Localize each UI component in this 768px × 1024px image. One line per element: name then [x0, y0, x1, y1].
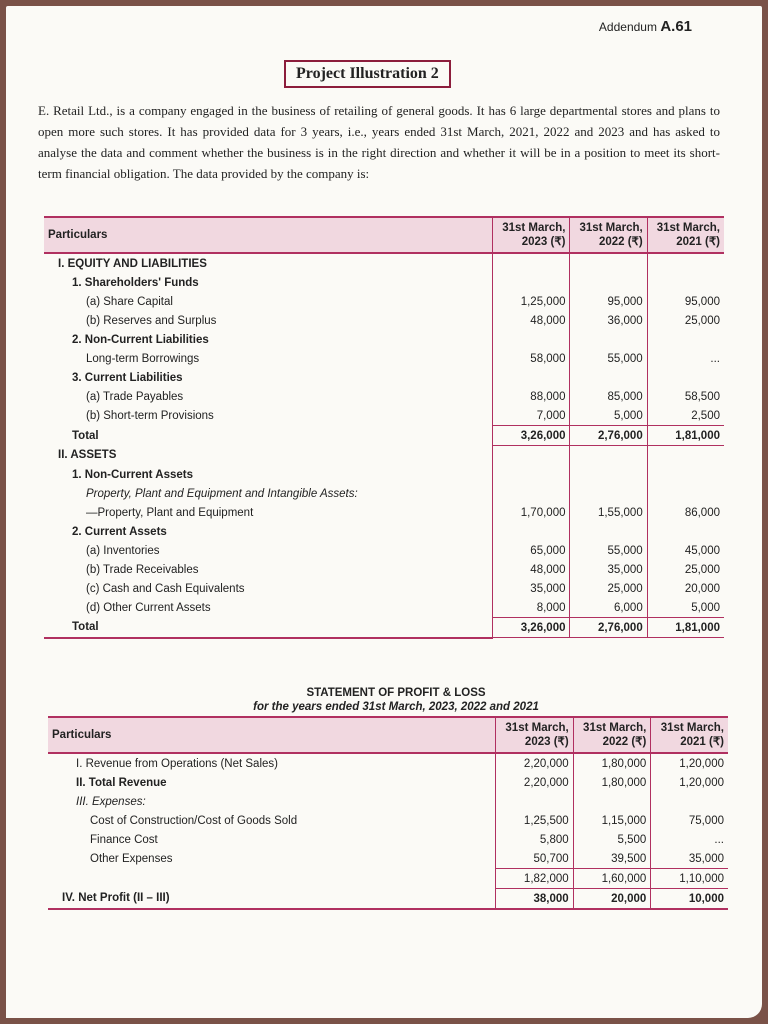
table-row [44, 406, 724, 426]
cell [570, 253, 647, 273]
table-row [44, 541, 724, 560]
row-label: I. EQUITY AND LIABILITIES [58, 257, 207, 270]
cell: 2,500 [647, 406, 724, 426]
cell [496, 792, 574, 811]
cell [570, 368, 647, 387]
table-row [44, 292, 724, 311]
cell: 1,80,000 [573, 773, 651, 792]
cell: 58,500 [647, 387, 724, 406]
table-row [44, 311, 724, 330]
cell [647, 484, 724, 503]
table-row [48, 849, 728, 869]
row-label: (a) Trade Payables [86, 390, 184, 403]
table-row [44, 579, 724, 598]
row-label: Long-term Borrowings [86, 352, 200, 365]
year-header: 31st March, 2022 (₹) [570, 217, 647, 253]
balance-sheet-table [44, 216, 724, 639]
cell: 10,000 [651, 889, 728, 910]
cell: 8,000 [493, 598, 570, 618]
row-label: III. Expenses: [76, 795, 146, 808]
cell: 39,500 [573, 849, 651, 869]
row-label: (d) Other Current Assets [86, 601, 211, 614]
row-label: Finance Cost [90, 833, 158, 846]
cell: 45,000 [647, 541, 724, 560]
cell: 7,000 [493, 406, 570, 426]
cell: 36,000 [570, 311, 647, 330]
row-label: Other Expenses [90, 852, 173, 865]
cell [493, 273, 570, 292]
row-label: (b) Trade Receivables [86, 563, 199, 576]
cell: 5,000 [570, 406, 647, 426]
cell: 1,81,000 [647, 618, 724, 638]
cell [573, 792, 651, 811]
row-label: II. Total Revenue [76, 776, 167, 789]
table-row [48, 830, 728, 849]
total-row [44, 618, 724, 638]
row-label: Property, Plant and Equipment and Intangible Assets: [86, 487, 358, 500]
table-header-row [44, 217, 724, 253]
cell: 2,76,000 [570, 618, 647, 638]
row-label: 2. Non-Current Liabilities [72, 333, 209, 346]
row-label: Total [72, 429, 99, 442]
cell [647, 253, 724, 273]
table-row [44, 560, 724, 579]
year-header: 31st March, 2021 (₹) [651, 717, 728, 753]
cell: 5,500 [573, 830, 651, 849]
cell: 48,000 [493, 311, 570, 330]
table-row [44, 598, 724, 618]
row-label: II. ASSETS [58, 449, 117, 462]
cell [493, 368, 570, 387]
table-row [44, 273, 724, 292]
cell: 48,000 [493, 560, 570, 579]
cell [647, 330, 724, 349]
cell: 2,20,000 [496, 773, 574, 792]
row-label: 1. Shareholders' Funds [72, 276, 199, 289]
cell: 20,000 [647, 579, 724, 598]
row-label: 3. Current Liabilities [72, 371, 183, 384]
page-header [599, 18, 692, 35]
cell: 3,26,000 [493, 426, 570, 446]
row-label: Cost of Construction/Cost of Goods Sold [90, 814, 298, 827]
cell: 86,000 [647, 503, 724, 522]
particulars-header: Particulars [48, 717, 496, 753]
cell [493, 446, 570, 466]
profit-loss-table [48, 716, 728, 910]
cell: ... [647, 349, 724, 368]
cell [570, 330, 647, 349]
statement-title: STATEMENT OF PROFIT & LOSS [306, 687, 486, 699]
cell: 95,000 [647, 292, 724, 311]
table-row [44, 253, 724, 273]
cell: 38,000 [496, 889, 574, 910]
cell: 1,81,000 [647, 426, 724, 446]
table-row [44, 349, 724, 368]
total-row [44, 426, 724, 446]
cell: 1,20,000 [651, 773, 728, 792]
cell [493, 330, 570, 349]
row-label: IV. Net Profit (II – III) [48, 889, 496, 910]
cell: ... [651, 830, 728, 849]
row-label: 2. Current Assets [72, 525, 167, 538]
row-label: 1. Non-Current Assets [72, 468, 193, 481]
cell: 75,000 [651, 811, 728, 830]
cell [651, 792, 728, 811]
cell: 35,000 [493, 579, 570, 598]
table-row [48, 773, 728, 792]
row-label: (a) Inventories [86, 544, 160, 557]
cell: 85,000 [570, 387, 647, 406]
page-number: A.61 [660, 18, 692, 35]
cell [647, 465, 724, 484]
row-label: (b) Reserves and Surplus [86, 314, 217, 327]
year-header: 31st March, 2022 (₹) [573, 717, 651, 753]
cell: 1,10,000 [651, 869, 728, 889]
row-label: (b) Short-term Provisions [86, 409, 214, 422]
row-label [48, 869, 496, 889]
cell: 2,20,000 [496, 753, 574, 773]
table-row [44, 387, 724, 406]
cell [647, 368, 724, 387]
intro-paragraph: E. Retail Ltd., is a company engaged in the business of retailing of general goods. It has 6 large departmental stores and plans to open more such stores. It has provided data for 3 years, i.e., years ended 31st March, 2021, 2022 and 2023 and has asked to analyse the data and comment whether the business is in the right direction and whether it will be in a position to meet its short-term financial obligation. The data provided by the company is: [38, 103, 720, 181]
cell [570, 465, 647, 484]
header-label: Addendum [598, 20, 657, 34]
table-row [44, 522, 724, 541]
book-page [6, 6, 762, 1018]
cell [647, 273, 724, 292]
cell: 1,15,000 [573, 811, 651, 830]
cell: 95,000 [570, 292, 647, 311]
illustration-title: Project Illustration 2 [284, 60, 451, 88]
cell: 25,000 [647, 311, 724, 330]
cell: 1,25,500 [496, 811, 574, 830]
cell: 65,000 [493, 541, 570, 560]
cell [570, 446, 647, 466]
cell: 25,000 [647, 560, 724, 579]
cell: 20,000 [573, 889, 651, 910]
cell [493, 253, 570, 273]
table-row [44, 368, 724, 387]
row-label: I. Revenue from Operations (Net Sales) [76, 757, 278, 770]
cell [493, 522, 570, 541]
subtotal-row [48, 869, 728, 889]
cell: 25,000 [570, 579, 647, 598]
cell: 1,80,000 [573, 753, 651, 773]
cell [647, 446, 724, 466]
cell: 1,25,000 [493, 292, 570, 311]
net-profit-row [48, 889, 728, 910]
cell: 6,000 [570, 598, 647, 618]
row-label: —Property, Plant and Equipment [86, 506, 254, 519]
cell: 2,76,000 [570, 426, 647, 446]
cell: 55,000 [570, 541, 647, 560]
cell: 58,000 [493, 349, 570, 368]
cell: 5,800 [496, 830, 574, 849]
statement-subtitle: for the years ended 31st March, 2023, 2022 and 2021 [253, 701, 539, 713]
cell: 3,26,000 [493, 618, 570, 638]
row-label: Total [44, 618, 493, 638]
table-row [44, 484, 724, 503]
cell [570, 484, 647, 503]
cell: 1,82,000 [496, 869, 574, 889]
table-row [44, 446, 724, 466]
table-row [44, 503, 724, 522]
cell [570, 522, 647, 541]
cell: 35,000 [570, 560, 647, 579]
cell: 55,000 [570, 349, 647, 368]
cell [647, 522, 724, 541]
cell: 35,000 [651, 849, 728, 869]
cell [493, 465, 570, 484]
cell: 1,20,000 [651, 753, 728, 773]
table-row [48, 792, 728, 811]
year-header: 31st March, 2021 (₹) [647, 217, 724, 253]
table-row [48, 811, 728, 830]
statement-heading [246, 686, 546, 714]
year-header: 31st March, 2023 (₹) [496, 717, 574, 753]
row-label: (a) Share Capital [86, 295, 173, 308]
cell [570, 273, 647, 292]
year-header: 31st March, 2023 (₹) [493, 217, 570, 253]
cell [493, 484, 570, 503]
row-label: (c) Cash and Cash Equivalents [86, 582, 245, 595]
cell: 1,60,000 [573, 869, 651, 889]
cell: 1,70,000 [493, 503, 570, 522]
cell: 88,000 [493, 387, 570, 406]
table-row [44, 465, 724, 484]
cell: 5,000 [647, 598, 724, 618]
particulars-header: Particulars [44, 217, 493, 253]
table-header-row [48, 717, 728, 753]
cell: 50,700 [496, 849, 574, 869]
cell: 1,55,000 [570, 503, 647, 522]
table-row [44, 330, 724, 349]
table-row [48, 753, 728, 773]
